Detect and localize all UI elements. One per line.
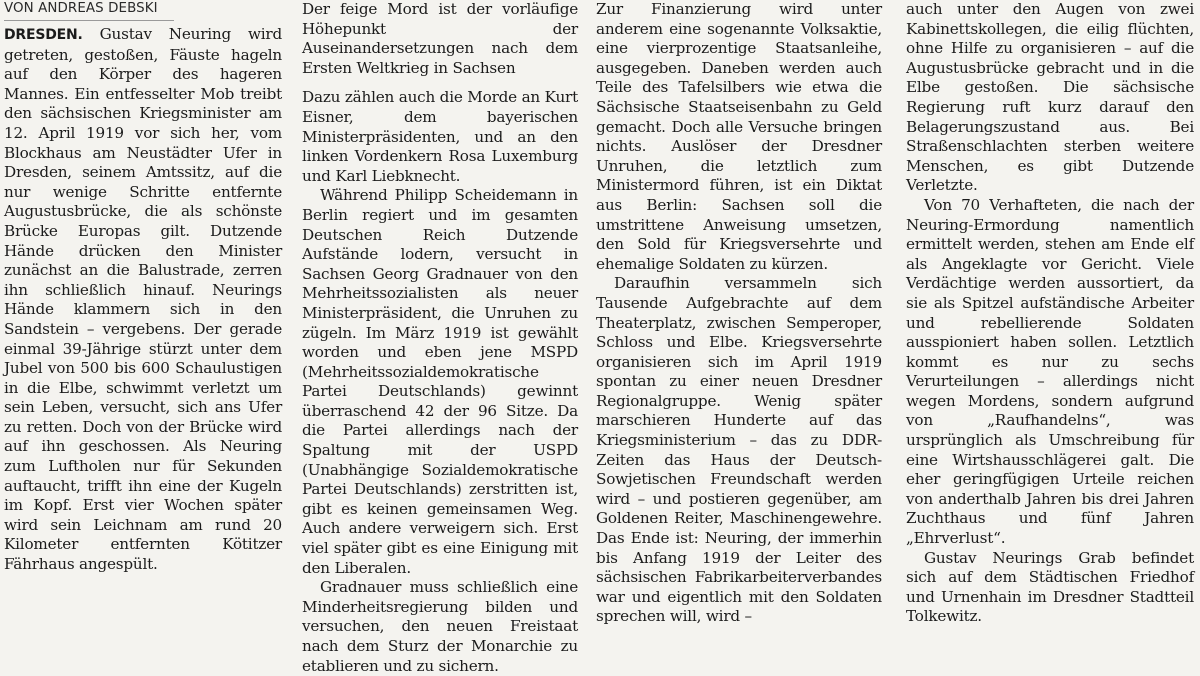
lead-paragraph: [4, 25, 282, 575]
dateline: DRESDEN.: [4, 27, 83, 43]
paragraph: Gradnauer muss schließlich eine Minderheitsregierung bilden und versuchen, den neuen Freistaat nach dem Sturz der Monarchie zu etablieren und zu sichern.: [302, 578, 578, 675]
paragraph: Zur Finanzierung wird unter anderem eine sogenannte Volksaktie, eine vierprozentige Staatsanleihe, ausgegeben. Daneben werden auch Teile des Tafelsilbers wie etwa die Sächsische Staatseisenbahn zu Geld gemacht. Doch alle Versuche bringen nichts. Auslöser der Dresdner Unruhen, die letztlich zum Ministermord führen, ist ein Diktat aus Berlin: Sachsen soll die umstrittene Anweisung umsetzen, den Sold für Kriegsversehrte und ehemalige Soldaten zu kürzen.: [596, 0, 882, 273]
byline: VON ANDREAS DEBSKI: [4, 0, 174, 21]
column-2: [302, 0, 578, 675]
lead-text: Gustav Neuring wird getreten, gestoßen, Fäuste hageln auf den Körper des hageren Mannes. Ein entfesselter Mob treibt den sächsischen Kriegsminister am 12. April 1919 vor sich her, vom Blockhaus am Neustädter Ufer in Dresden, seinem Amtssitz, auf die nur wenige Schritte entfernte Augustusbrücke, die als schönste Brücke Europas gilt. Dutzende Hände drücken den Minister zunächst an die Balustrade, zerren ihn schließlich hinauf. Neurings Hände klammern sich in den Sandstein – vergebens. Der gerade einmal 39-Jährige stürzt unter dem Jubel von 500 bis 600 Schaulustigen in die Elbe, schwimmt verletzt um sein Leben, versucht, sich ans Ufer zu retten. Doch von der Brücke wird auf ihn geschossen. Als Neuring zum Luftholen nur für Sekunden auftaucht, trifft ihn eine der Kugeln im Kopf. Erst vier Wochen später wird sein Leichnam am rund 20 Kilometer entfernten Kötitzer Fährhaus angespült.: [4, 25, 282, 574]
paragraph: auch unter den Augen von zwei Kabinettskollegen, die eilig flüchten, ohne Hilfe zu organisieren – auf die Augustusbrücke gebracht und in die Elbe gestoßen. Die sächsische Regierung ruft kurz darauf den Belagerungszustand aus. Bei Straßenschlachten sterben weitere Menschen, es gibt Dutzende Verletzte.: [906, 0, 1194, 195]
paragraph: Von 70 Verhafteten, die nach der Neuring-Ermordung namentlich ermittelt werden, stehen am Ende elf als Angeklagte vor Gericht. Viele Verdächtige werden aussortiert, da sie als Spitzel aufständische Arbeiter und rebellierende Soldaten ausspioniert haben sollen. Letztlich kommt es nur zu sechs Verurteilungen – allerdings nicht wegen Mordens, sondern aufgrund von „Raufhandelns“, was ursprünglich als Umschreibung für eine Wirtshausschlägerei galt. Die eher geringfügigen Urteile reichen von anderthalb Jahren bis drei Jahren Zuchthaus und fünf Jahren „Ehrverlust“.: [906, 195, 1194, 548]
paragraph: Während Philipp Scheidemann in Berlin regiert und im gesamten Deutschen Reich Dutzende Aufstände lodern, versucht in Sachsen Georg Gradnauer von den Mehrheitssozialisten als neuer Ministerpräsident, die Unruhen zu zügeln. Im März 1919 ist gewählt worden und eben jene MSPD (Mehrheitssozialdemokratische Partei Deutschlands) gewinnt überraschend 42 der 96 Sitze. Da die Partei allerdings nach der Spaltung mit der USPD (Unabhängige Sozialdemokratische Partei Deutschlands) zerstritten ist, gibt es keinen gemeinsamen Weg. Auch andere verweigern sich. Erst viel später gibt es eine Einigung mit den Liberalen.: [302, 186, 578, 577]
column-4: [906, 0, 1194, 626]
paragraph: Dazu zählen auch die Morde an Kurt Eisner, dem bayerischen Ministerpräsidenten, und an den linken Vordenkern Rosa Luxemburg und Karl Liebknecht.: [302, 88, 578, 185]
subheading: Der feige Mord ist der vorläufige Höhepunkt der Auseinandersetzungen nach dem Ersten Weltkrieg in Sachsen: [302, 0, 578, 77]
paragraph: Daraufhin versammeln sich Tausende Aufgebrachte auf dem Theaterplatz, zwischen Semperoper, Schloss und Elbe. Kriegsversehrte organisieren sich im April 1919 spontan zu einer neuen Dresdner Regionalgruppe. Wenig später marschieren Hunderte auf das Kriegsministerium – das zu DDR-Zeiten das Haus der Deutsch-Sowjetischen Freundschaft werden wird – und postieren gegenüber, am Goldenen Reiter, Maschinengewehre. Das Ende ist: Neuring, der immerhin bis Anfang 1919 der Leiter des sächsischen Fabrikarbeiterverbandes war und eigentlich mit den Soldaten sprechen will, wird –: [596, 274, 882, 626]
column-3: [596, 0, 882, 626]
paragraph: Gustav Neurings Grab befindet sich auf dem Städtischen Friedhof und Urnenhain im Dresdner Stadtteil Tolkewitz.: [906, 548, 1194, 626]
column-1: [4, 0, 282, 574]
